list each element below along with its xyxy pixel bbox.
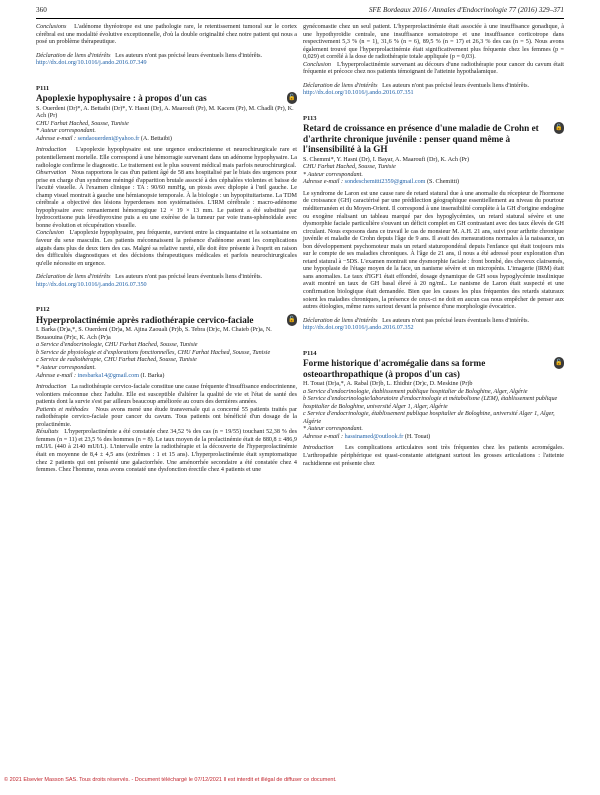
page-header: [36, 4, 564, 19]
authors: I. Barka (Dr)a,*, S. Ouerdeni (Dr)a, M. Ajina Zaouali (Pr)b, S. Tebra (Dr)c, M. Chaieb (Pr)a, N. Bouaouina (Pr)c, K. Ach (Pr)a: [36, 327, 272, 341]
abstract-id: P113: [303, 114, 317, 122]
right-column: [303, 24, 564, 468]
open-access-icon: 🔓: [287, 92, 297, 104]
continued-paragraph: gynécomastie chez un seul patient. L'hyperprolactinémie était associée à une insuffisance gonadique, à une hypothyroïdie centrale, une insuffisance somatotrope et une insuffisance corticotrope dans respectivement 5,3 % (n = 1), 31,6 % (n = 6), 89,5 % (n = 17) et 26,3 % des cas (n = 5). Nous avons également trouvé que l'hyperprolactinémie était significativement plus fréquente chez les femmes (p = 0,029) et corrélé à la dose de radiothérapie totale appliquée (p = 0,03).: [303, 24, 564, 61]
abstract-title: Hyperprolactinémie après radiothérapie cervico-faciale 🔓: [36, 314, 296, 325]
declaration: Déclaration de liens d'intérêts Les auteurs n'ont pas précisé leurs éventuels liens d'intérêts.: [303, 82, 530, 89]
declaration: Déclaration de liens d'intérêts Les auteurs n'ont pas précisé leurs éventuels liens d'intérêts.: [36, 274, 263, 281]
observation-paragraph: Observation Nous rapportons le cas d'un patient âgé de 58 ans hospitalisé par le biais des urgences pour prise en charge d'un syndrome méningé d'apparition brutale associé à des céphalées violentes et baisse de l'acuité visuelle. À l'examen clinique : TA : 90/60 mmHg, un ptosis avec diplopie à l'œil gauche. Le champ visuel montrait à gauche une hémianopsie temporale. À la biologie : un hypopituitarisme. La TDM cérébrale a objectivé des lésions hyperdenses non systématisées. L'IRM cérébrale : macro-adénome hypophysaire avec remaniement hémorragique 12 × 19 × 13 mm. Le patient a été substitué par hydrocortisone puis lévothyroxine puis a eu une exérèse de la tumeur par voie trans-sphénoïdale avec bonne évolution et récupération visuelle.: [36, 170, 298, 229]
email-line: Adresse e-mail : sondeschemitti2359@gmail.com (S. Chemitti): [303, 179, 460, 186]
declaration: Déclaration de liens d'intérêts Les auteurs n'ont pas précisé leurs éventuels liens d'intérêts.: [303, 317, 530, 324]
doi-link[interactable]: http://dx.doi.org/10.1016/j.ando.2016.07.350: [36, 281, 147, 288]
body-paragraph: Le syndrome de Laron est une cause rare de retard statural due à une anomalie du récepteur de l'hormone de croissance (GH) caractérisé par une prédilection géographique essentiellement au niveau du pourtour méditerranéen et du Moyen-Orient. Il correspond à une insensibilité complète à la GH d'origine endogène ou exogène réalisant un tableau marqué par des hypoglycémies, un retard statural sévère et une dysmorphie faciale particulière s'ouvant un déficit complet en GH contrastant avec des taux élevés de GH circulant. Nous exposons dans ce travail le cas de monsieur M. A.H. 21 ans, suivi pour arthrite chronique juvénile et maladie de Crohn depuis l'âge de 9 ans. Il avait des mensurations normales à la naissance, un bon développement psychomoteur mais un retard staturopondéral depuis l'enfance qui était toujours mis sur le compte de ses maladies chroniques. À l'âge de 21 ans, il nous a été adressé pour exploration d'un retard statural à −5DS. L'examen montrait une dysmorphie faciale : front bombé, des cheveux clairsemés, une hypoplasie de l'étage moyen de la face, un nanisme sévère et un micropénis. L'imagerie (IRM) était sans anomalies. Le taux d'IGF1 était effondré, dosage dynamique de GH sous hypoglycémie insulinique avait montré un taux de GH basal élevé à 20 ng/mL. Le nanisme de Laron était suspecté et une confirmation biologique était demandée. Bien que les causes les plus fréquentes des retards staturaux soient les maladies chroniques, la présence de ceux-ci ne doit en aucun cas nous empêcher de penser aux autres étiologies, même rares surtout devant la présence d'une morphologie évocatrice.: [303, 190, 564, 311]
corresponding-note: * Auteur correspondant.: [303, 426, 363, 433]
affiliation: c Service d'endocrinologie, établissement publique hospitalier de Bologhine, université Alger 1, Alger, Algérie: [303, 411, 555, 425]
abstract-title: Apoplexie hypophysaire : à propos d'un cas 🔓: [36, 93, 296, 104]
email-link[interactable]: sendaouerdeni@yahoo.fr: [77, 135, 140, 142]
affiliation: c Service de radiothérapie, CHU Farhat Hached, Sousse, Tunisie: [36, 357, 197, 364]
methods-paragraph: Patients et méthodes Nous avons mené une étude transversale qui a concerné 55 patients traités par radiothérapie cervico-faciale pour cancer du cavum. Tous patients ont bénéficié d'un dosage de la prolactinémie.: [36, 406, 297, 428]
authors: S. Ouerdeni (Dr)*, A. Bettaibi (Dr)*, Y. Hasni (Dr), A. Maaroufi (Pr), M. Kacem (Pr), M. Chadli (Pr), K. Ach (Pr): [36, 105, 294, 120]
affiliation: a Service d'endocrinologie, CHU Farhat Hached, Sousse, Tunisie: [36, 342, 198, 349]
abstract-id: P112: [36, 306, 50, 314]
authors: H. Touat (Dr)a,*, A. Rabal (Dr)b, L. Ehidhir (Dr)c, D. Meskine (Pr)b: [303, 381, 473, 388]
affiliation: a Service d'endocrinologie, établissement publique hospitalier de Bologhine, Alger, Algérie: [303, 388, 528, 395]
conclusion-paragraph: Conclusion L'hyperprolactinémie survenant au décours d'une radiothérapie pour cancer du cavum était fréquente et précoce chez nos patients témoignant de l'atteinte hypothalamique.: [303, 61, 564, 76]
doi-link[interactable]: http://dx.doi.org/10.1016/j.ando.2016.07.351: [303, 90, 414, 97]
authors: S. Chemmi*, Y. Hasni (Dr), I. Bayar, A. Maaroufi (Dr), K. Ach (Pr): [303, 156, 470, 163]
email-link[interactable]: inesbarka14@gmail.com: [77, 372, 139, 379]
open-access-icon: 🔓: [554, 122, 564, 134]
corresponding-note: * Auteur correspondant.: [36, 128, 96, 135]
conclusion-paragraph: Conclusions L'adénome thyréotrope est une pathologie rare, le retentissement tumoral sur le cortex cérébral est une modalité évolutive exceptionnelle, d'où la double originalité chez notre patient qui nous a posé un problème thérapeutique.: [36, 24, 297, 46]
email-link[interactable]: sondeschemitti2359@gmail.com: [344, 179, 426, 186]
results-paragraph: Résultats L'hyperprolactinémie a été constatée chez 34,52 % des cas (n = 19/55) touchant 52,38 % des femmes (n = 11) et 23,5 % des hommes (n = 8). Le taux moyen de la prolactinémie était de 880,8 ± 486,9 mUI/L (440 à 2140 mUI/L). L'intervalle entre la radiothérapie et la découverte de l'hyperprolactinémie était en moyenne de 8,4 ± 4,5 ans (extrêmes : 1 et 15 ans). L'hyperprolactinémie était symptomatique chez 2 patients qui ont présenté une galactorrhée. Une aménorrhée secondaire a été constatée chez 4 femmes. Chez l'homme, nous avons constaté une dysfonction érectile chez 4 patients et une: [36, 429, 297, 474]
page-number: 360: [36, 6, 47, 14]
email-line: Adresse e-mail : inesbarka14@gmail.com (I. Barka): [36, 372, 165, 379]
intro-paragraph: Introduction Les complications articulaires sont très fréquentes chez les patients acromégales. L'arthropathie périphérique est quasi-constante atteignant surtout les grosses articulations : l'atteinte rachidienne est présente chez: [303, 445, 564, 467]
abstract-id: P111: [36, 84, 50, 92]
affiliation: CHU Farhat Hached, Sousse, Tunisie: [303, 164, 396, 171]
journal-title: SFE Bordeaux 2016 / Annales d'Endocrinologie 77 (2016) 329–371: [368, 6, 564, 14]
download-footer: © 2021 Elsevier Masson SAS. Tous droits réservés. - Document téléchargé le 07/12/2021 Il est interdit et illégal de diffuser ce document.: [4, 777, 337, 783]
abstract-id: P114: [303, 349, 317, 357]
email-line: Adresse e-mail : sendaouerdeni@yahoo.fr (A. Bettaibi): [36, 135, 172, 142]
doi-link[interactable]: http://dx.doi.org/10.1016/j.ando.2016.07.349: [36, 60, 147, 67]
affiliation: b Service de physiologie et d'explorations fonctionnelles, CHU Farhat Hached, Sousse, Tunisie: [36, 349, 271, 356]
open-access-icon: 🔓: [554, 357, 564, 369]
abstract-title: Retard de croissance en présence d'une maladie de Crohn et d'arthrite chronique juvénile : penser quand même à l'insensibilité à la GH 🔓: [303, 123, 563, 155]
corresponding-note: * Auteur correspondant.: [36, 364, 96, 371]
open-access-icon: 🔓: [287, 314, 297, 326]
affiliation: b Service d'endocrinologie/laboratoire d'endocrinologie et métabolisme (LEM), établissement publique hospitalier de Bologhine, université Alger 1, Alger, Algérie: [303, 396, 558, 410]
intro-paragraph: Introduction L'apoplexie hypophysaire est une urgence endocrinienne et neurochirurgicale rare et potentiellement mortelle. Elle correspond à une hémorragie survenant dans un adénome hypophysaire. La radiologie confirme le diagnostic. Le traitement est le plus souvent médical mais parfois neurochirurgical.: [36, 147, 297, 169]
conclusion-paragraph: Conclusion L'apoplexie hypophysaire, peu fréquente, survient entre la cinquantaine et la soixantaine en faveur du sexe masculin. Les patients méconnaissent la présence d'adénome avant les complications aiguës dans plus de deux tiers des cas. Malgré sa relative rareté, elle doit être présente à l'esprit en raison des difficultés diagnostiques et des décisions thérapeutiques médicales et parfois neurochirurgicales qu'elle nécessite en urgence.: [36, 230, 297, 267]
email-link[interactable]: hassinamed@outlook.fr: [344, 433, 404, 440]
intro-paragraph: Introduction La radiothérapie cervico-faciale constitue une cause fréquente d'insuffisance endocrinienne, volontiers méconnue chez l'adulte. Elle est susceptible d'altérer la qualité de vie et l'état de santé des patients dont la survie s'est par ailleurs beaucoup améliorée au cours des dernières années.: [36, 384, 298, 406]
corresponding-note: * Auteur correspondant.: [303, 171, 363, 178]
affiliation: CHU Farhat Hached, Sousse, Tunisie: [36, 120, 129, 127]
declaration: Déclaration de liens d'intérêts Les auteurs n'ont pas précisé leurs éventuels liens d'intérêts.: [36, 52, 263, 59]
left-column: [36, 24, 297, 475]
abstract-title: Forme historique d'acromégalie dans sa forme osteoarthropathique (à propos d'un cas) 🔓: [303, 358, 563, 379]
doi-link[interactable]: http://dx.doi.org/10.1016/j.ando.2016.07.352: [303, 325, 414, 332]
email-line: Adresse e-mail : hassinamed@outlook.fr (H. Touat): [303, 433, 431, 440]
